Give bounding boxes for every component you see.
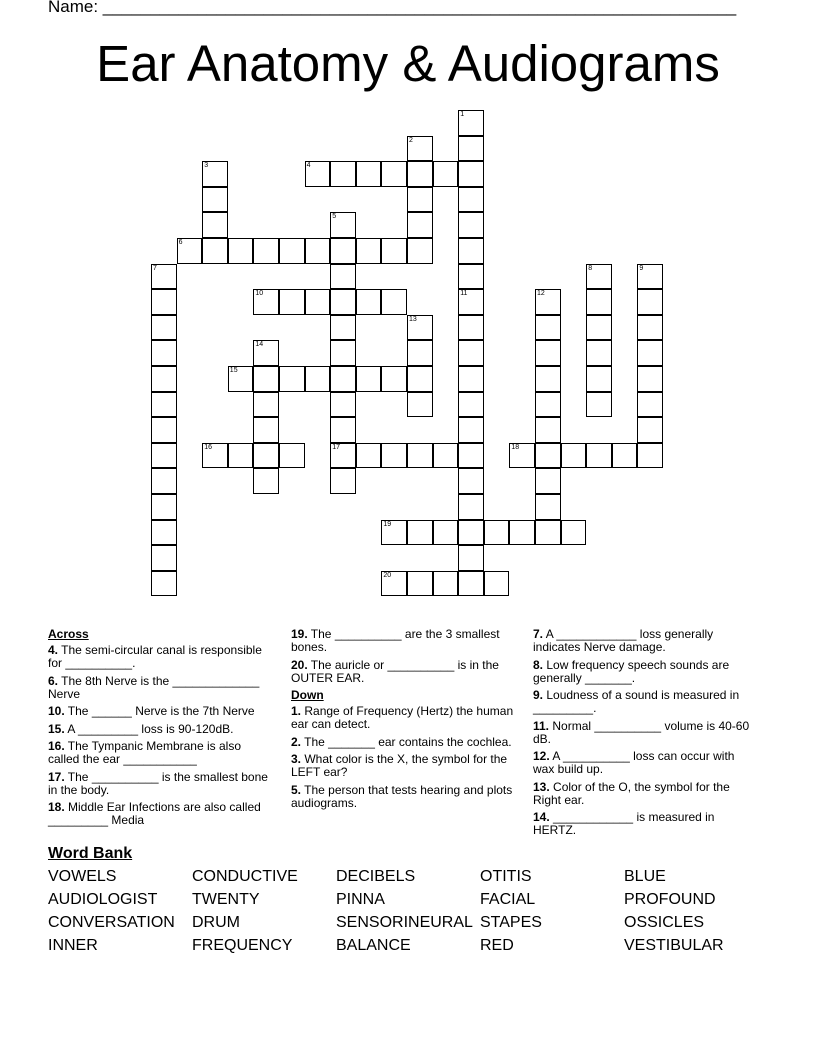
- clue-number: 13: [409, 315, 417, 323]
- clue-text: What color is the X, the symbol for the LEFT ear?: [291, 752, 508, 779]
- clue-text: The Tympanic Membrane is also called the ear ___________: [48, 739, 241, 766]
- crossword-cell[interactable]: [381, 520, 407, 546]
- crossword-cell[interactable]: [253, 340, 279, 366]
- clue-text: Range of Frequency (Hertz) the human ear can detect.: [291, 704, 514, 731]
- clue: [48, 675, 274, 701]
- crossword-cell[interactable]: [458, 136, 484, 162]
- crossword-cell[interactable]: [637, 315, 663, 341]
- clue-number: 8.: [533, 657, 544, 672]
- clue: [533, 750, 759, 776]
- crossword-cell[interactable]: [381, 238, 407, 264]
- crossword-cell[interactable]: [228, 366, 254, 392]
- clue-text: The __________ are the 3 smallest bones.: [291, 627, 500, 654]
- crossword-cell[interactable]: [458, 238, 484, 264]
- crossword-cell[interactable]: [151, 494, 177, 520]
- crossword-cell[interactable]: [586, 340, 612, 366]
- word-bank-word: PINNA: [336, 891, 385, 908]
- clue-text: ____________ is measured in HERTZ.: [533, 810, 715, 837]
- crossword-cell[interactable]: [151, 443, 177, 469]
- crossword-cell[interactable]: [458, 289, 484, 315]
- crossword-cell[interactable]: [458, 468, 484, 494]
- clue: [533, 811, 759, 837]
- crossword-cell[interactable]: [202, 238, 228, 264]
- crossword-cell[interactable]: [151, 571, 177, 597]
- crossword-cell[interactable]: [484, 571, 510, 597]
- crossword-cell[interactable]: [305, 289, 331, 315]
- clue-text: The ______ Nerve is the 7th Nerve: [64, 704, 255, 718]
- crossword-cell[interactable]: [151, 264, 177, 290]
- clue-text: Low frequency speech sounds are generally _______.: [533, 657, 730, 685]
- crossword-cell[interactable]: [330, 315, 356, 341]
- crossword-cell[interactable]: [381, 571, 407, 597]
- crossword-cell[interactable]: [535, 366, 561, 392]
- crossword-cell[interactable]: [151, 289, 177, 315]
- crossword-cell[interactable]: [458, 520, 484, 546]
- word-bank-word: VESTIBULAR: [624, 937, 724, 954]
- page-title: Ear Anatomy & Audiograms: [96, 35, 720, 92]
- clue-number: 17: [332, 443, 340, 451]
- clue: [533, 628, 759, 654]
- word-bank-word: OSSICLES: [624, 914, 705, 931]
- crossword-cell[interactable]: [407, 136, 433, 162]
- crossword-cell[interactable]: [381, 161, 407, 187]
- down-clue-list: [291, 705, 517, 810]
- crossword-cell[interactable]: [330, 443, 356, 469]
- clue-number: 3: [204, 162, 209, 170]
- crossword-cell[interactable]: [356, 366, 382, 392]
- crossword-cell[interactable]: [279, 238, 305, 264]
- crossword-cell[interactable]: [535, 468, 561, 494]
- word-bank-word: FACIAL: [480, 891, 536, 908]
- clue: [48, 740, 274, 766]
- crossword-cell[interactable]: [509, 443, 535, 469]
- across-clue-list: [48, 644, 274, 827]
- crossword-cell[interactable]: [202, 212, 228, 238]
- crossword-cell[interactable]: [535, 289, 561, 315]
- crossword-cell[interactable]: [458, 494, 484, 520]
- clue: [291, 736, 517, 749]
- word-bank-word: VOWELS: [48, 868, 117, 885]
- crossword-cell[interactable]: [407, 520, 433, 546]
- word-bank-word: DECIBELS: [336, 868, 416, 885]
- crossword-cell[interactable]: [458, 366, 484, 392]
- crossword-cell[interactable]: [458, 417, 484, 443]
- crossword-cell[interactable]: [535, 520, 561, 546]
- crossword-cell[interactable]: [561, 520, 587, 546]
- crossword-cell[interactable]: [356, 289, 382, 315]
- clue-number: 11.: [533, 718, 550, 733]
- clue: [291, 659, 517, 685]
- crossword-cell[interactable]: [407, 315, 433, 341]
- crossword-cell[interactable]: [356, 161, 382, 187]
- clue-number: 19: [383, 520, 392, 528]
- crossword-cell[interactable]: [330, 289, 356, 315]
- clue: [48, 723, 274, 736]
- crossword-cell[interactable]: [509, 520, 535, 546]
- clue-number: 15.: [48, 721, 65, 736]
- crossword-cell[interactable]: [458, 212, 484, 238]
- crossword-cell[interactable]: [586, 264, 612, 290]
- crossword-cell[interactable]: [637, 366, 663, 392]
- word-bank-word: STAPES: [480, 914, 542, 931]
- word-bank-word: BLUE: [624, 868, 666, 885]
- crossword-cell[interactable]: [433, 571, 459, 597]
- clue-column-1: [48, 628, 274, 832]
- crossword-cell[interactable]: [535, 315, 561, 341]
- clue-text: The person that tests hearing and plots audiograms.: [291, 782, 513, 810]
- crossword-cell[interactable]: [330, 392, 356, 418]
- clue-number: 3.: [291, 752, 302, 766]
- word-bank-word: CONDUCTIVE: [192, 868, 298, 885]
- crossword-cell[interactable]: [484, 520, 510, 546]
- crossword-cell[interactable]: [356, 238, 382, 264]
- clue-number: 5: [332, 213, 337, 221]
- word-bank: [48, 867, 768, 959]
- crossword-cell[interactable]: [458, 545, 484, 571]
- clue-text: Color of the O, the symbol for the Right ear.: [533, 779, 730, 807]
- crossword-cell[interactable]: [586, 315, 612, 341]
- crossword-cell[interactable]: [330, 417, 356, 443]
- crossword-cell[interactable]: [253, 468, 279, 494]
- clue-text: The 8th Nerve is the _____________ Nerve: [48, 673, 260, 701]
- crossword-cell[interactable]: [356, 443, 382, 469]
- crossword-cell[interactable]: [637, 289, 663, 315]
- crossword-cell[interactable]: [305, 366, 331, 392]
- crossword-cell[interactable]: [586, 392, 612, 418]
- clue-text: Normal __________ volume is 40-60 dB.: [533, 718, 750, 746]
- clue-number: 10: [255, 290, 264, 298]
- clue: [291, 753, 517, 779]
- crossword-cell[interactable]: [330, 340, 356, 366]
- crossword-cell[interactable]: [458, 187, 484, 213]
- crossword-cell[interactable]: [202, 161, 228, 187]
- clue-text: Loudness of a sound is measured in _________.: [533, 688, 740, 715]
- word-bank-word: PROFOUND: [624, 891, 716, 908]
- crossword-cell[interactable]: [151, 417, 177, 443]
- crossword-cell[interactable]: [253, 366, 279, 392]
- crossword-cell[interactable]: [279, 289, 305, 315]
- crossword-cell[interactable]: [228, 238, 254, 264]
- crossword-cell[interactable]: [458, 315, 484, 341]
- down-header: Down: [291, 688, 324, 702]
- word-bank-word: RED: [480, 937, 514, 954]
- crossword-cell[interactable]: [586, 366, 612, 392]
- crossword-cell[interactable]: [458, 571, 484, 597]
- clue-number: 5.: [291, 782, 302, 797]
- crossword-cell[interactable]: [202, 187, 228, 213]
- clue-text: The semi-circular canal is responsible for __________.: [48, 643, 262, 670]
- crossword-cell[interactable]: [151, 366, 177, 392]
- crossword-cell[interactable]: [228, 443, 254, 469]
- crossword-cell[interactable]: [535, 443, 561, 469]
- crossword-cell[interactable]: [381, 443, 407, 469]
- clue-number: 7.: [533, 627, 544, 641]
- crossword-cell[interactable]: [305, 161, 331, 187]
- clue-number: 4: [306, 162, 311, 170]
- clue-number: 2: [409, 136, 413, 144]
- crossword-cell[interactable]: [407, 571, 433, 597]
- crossword-cell[interactable]: [586, 443, 612, 469]
- clue-number: 16: [204, 443, 212, 451]
- clue-number: 14: [255, 341, 264, 349]
- clue: [533, 781, 759, 807]
- clue-number: 13.: [533, 779, 550, 794]
- crossword-cell[interactable]: [407, 161, 433, 187]
- crossword-cell[interactable]: [407, 340, 433, 366]
- clue: [48, 644, 274, 670]
- crossword-cell[interactable]: [407, 366, 433, 392]
- clue-text: A __________ loss can occur with wax build up.: [533, 749, 735, 776]
- clue-number: 6: [178, 239, 183, 246]
- clue-number: 9: [639, 264, 644, 272]
- clue-number: 16.: [48, 739, 65, 753]
- word-bank-word: AUDIOLOGIST: [48, 891, 158, 908]
- crossword-cell[interactable]: [458, 443, 484, 469]
- name-field[interactable]: Name: ___________________________________________________________________: [48, 0, 737, 16]
- clue-number: 9.: [533, 688, 544, 702]
- crossword-cell[interactable]: [535, 340, 561, 366]
- crossword-cell[interactable]: [381, 366, 407, 392]
- crossword-cell[interactable]: [330, 264, 356, 290]
- crossword-cell[interactable]: [433, 520, 459, 546]
- clue-number: 15: [229, 367, 238, 374]
- clue-text: A _________ loss is 90-120dB.: [64, 721, 234, 736]
- crossword-cell[interactable]: [407, 238, 433, 264]
- clue-number: 19.: [291, 627, 308, 641]
- clue-text: The auricle or __________ is in the OUTER EAR.: [291, 657, 499, 685]
- crossword-cell[interactable]: [458, 340, 484, 366]
- clue-number: 18.: [48, 800, 65, 814]
- across-header: Across: [48, 627, 89, 641]
- clue-number: 4.: [48, 643, 59, 657]
- crossword-cell[interactable]: [433, 443, 459, 469]
- crossword-cell[interactable]: [561, 443, 587, 469]
- clue: [291, 784, 517, 810]
- clue: [48, 801, 274, 827]
- clue: [48, 771, 274, 797]
- crossword-cell[interactable]: [151, 520, 177, 546]
- crossword-cell[interactable]: [637, 392, 663, 418]
- clue-number: 10.: [48, 704, 65, 718]
- word-bank-word: BALANCE: [336, 937, 411, 954]
- clue-number: 2.: [291, 734, 302, 749]
- down-clue-list-continued: [533, 628, 759, 837]
- crossword-cell[interactable]: [253, 289, 279, 315]
- crossword-cell[interactable]: [407, 212, 433, 238]
- crossword-cell[interactable]: [535, 494, 561, 520]
- word-bank-word: SENSORINEURAL: [336, 914, 473, 931]
- clue: [291, 705, 517, 731]
- crossword-cell[interactable]: [381, 289, 407, 315]
- clue-number: 12: [537, 290, 545, 298]
- crossword-cell[interactable]: [612, 443, 638, 469]
- crossword-cell[interactable]: [586, 289, 612, 315]
- crossword-cell[interactable]: [177, 238, 203, 264]
- clue: [533, 659, 759, 685]
- word-bank-word: CONVERSATION: [48, 914, 175, 931]
- clue-number: 18: [511, 443, 520, 451]
- clue-text: The __________ is the smallest bone in the body.: [48, 769, 268, 797]
- crossword-cell[interactable]: [637, 264, 663, 290]
- crossword-cell[interactable]: [151, 545, 177, 571]
- clue-number: 14.: [533, 810, 550, 824]
- crossword-cell[interactable]: [151, 315, 177, 341]
- crossword-cell[interactable]: [433, 161, 459, 187]
- crossword-cell[interactable]: [151, 340, 177, 366]
- clue-number: 20: [383, 571, 392, 579]
- crossword-cell[interactable]: [458, 110, 484, 136]
- crossword-cell[interactable]: [279, 443, 305, 469]
- clue-number: 11: [460, 290, 468, 298]
- word-bank-title: Word Bank: [48, 845, 133, 862]
- clue-number: 12.: [533, 749, 550, 763]
- crossword-cell[interactable]: [151, 392, 177, 418]
- clue: [48, 705, 274, 718]
- clue-number: 6.: [48, 673, 59, 688]
- word-bank-word: TWENTY: [192, 891, 260, 908]
- word-bank-word: FREQUENCY: [192, 937, 293, 954]
- crossword-cell[interactable]: [151, 468, 177, 494]
- word-bank-word: OTITIS: [480, 868, 532, 885]
- clue-text: The _______ ear contains the cochlea.: [301, 734, 512, 749]
- crossword-cell[interactable]: [637, 443, 663, 469]
- clue: [291, 628, 517, 654]
- crossword-cell[interactable]: [330, 212, 356, 238]
- word-bank-word: INNER: [48, 937, 98, 954]
- crossword-cell[interactable]: [458, 264, 484, 290]
- crossword-cell[interactable]: [202, 443, 228, 469]
- clue-number: 7: [153, 264, 157, 272]
- crossword-cell[interactable]: [253, 417, 279, 443]
- crossword-cell[interactable]: [330, 366, 356, 392]
- crossword-cell[interactable]: [305, 238, 331, 264]
- across-clue-list-continued: [291, 628, 517, 685]
- clue-text: Middle Ear Infections are also called _________ Media: [48, 800, 261, 827]
- crossword-cell[interactable]: [253, 238, 279, 264]
- crossword-cell[interactable]: [458, 392, 484, 418]
- crossword-cell[interactable]: [637, 417, 663, 443]
- crossword-cell[interactable]: [458, 161, 484, 187]
- crossword-cell[interactable]: [407, 443, 433, 469]
- clue: [533, 720, 759, 746]
- clue-number: 17.: [48, 769, 65, 784]
- clue-number: 8: [588, 264, 593, 272]
- crossword-cell[interactable]: [253, 392, 279, 418]
- clue: [533, 689, 759, 715]
- crossword-cell[interactable]: [407, 187, 433, 213]
- clue-number: 1.: [291, 704, 302, 718]
- crossword-cell[interactable]: [279, 366, 305, 392]
- crossword-cell[interactable]: [535, 417, 561, 443]
- clue-text: A ____________ loss generally indicates Nerve damage.: [533, 627, 714, 654]
- word-bank-word: DRUM: [192, 914, 240, 931]
- crossword-cell[interactable]: [535, 392, 561, 418]
- crossword-cell[interactable]: [330, 161, 356, 187]
- clue-number: 20.: [291, 657, 308, 672]
- crossword-cell[interactable]: [407, 392, 433, 418]
- crossword-cell[interactable]: [330, 238, 356, 264]
- crossword-cell[interactable]: [330, 468, 356, 494]
- crossword-cell[interactable]: [253, 443, 279, 469]
- clue-column-2: [291, 628, 517, 814]
- clue-column-3: [533, 628, 759, 842]
- crossword-cell[interactable]: [637, 340, 663, 366]
- clue-number: 1: [460, 111, 465, 118]
